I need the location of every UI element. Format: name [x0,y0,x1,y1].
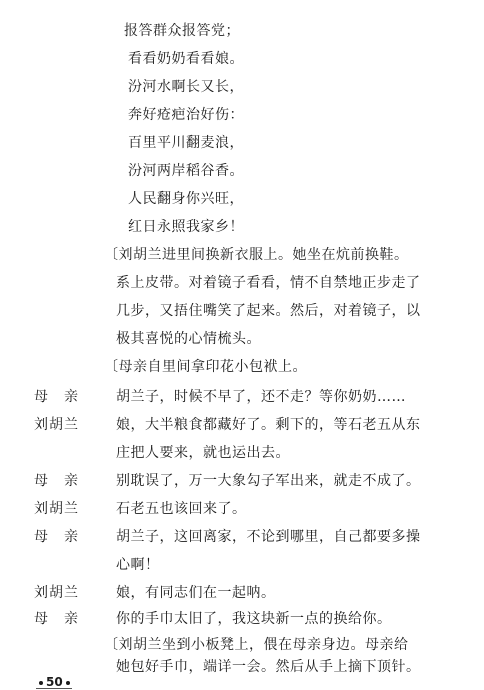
page-number [36,676,73,688]
speaker-mother: 母 亲 [34,611,79,627]
dialogue-line: 别耽误了，万一大象勾子军出来，就走不成了。 [116,473,421,489]
speaker-liu-hulan: 刘胡兰 [34,501,79,517]
poem-line-1: 报答群众报答党； [124,23,240,39]
poem-line-3: 汾河水啊长又长， [128,79,244,95]
bottom-rule [36,688,72,689]
dialogue-line: 你的手巾太旧了，我这块新一点的换给你。 [116,611,392,627]
dialogue-line: 心啊！ [116,557,160,573]
stage-direction-1-line-3: 几步，又捂住嘴笑了起来。然后，对着镜子，以 [116,303,421,319]
stage-direction-3-line-2: 她包好手巾，端详一会。然后从手上摘下顶针。 [116,659,421,675]
page-number-value: 50 [46,675,63,689]
speaker-mother: 母 亲 [34,473,79,489]
dialogue-line: 石老五也该回来了。 [116,501,247,517]
stage-direction-1-line-1: 〔刘胡兰进里间换新衣服上。她坐在炕前换鞋。 [104,247,409,263]
poem-line-8: 红日永照我家乡！ [128,219,244,235]
speaker-liu-hulan: 刘胡兰 [34,585,79,601]
poem-line-5: 百里平川翻麦浪， [128,135,244,151]
dialogue-line: 娘，大半粮食都藏好了。剩下的，等石老五从东 [116,417,421,433]
dialogue-line: 庄把人要来，就也运出去。 [116,445,290,461]
speaker-mother: 母 亲 [34,389,79,405]
stage-direction-1-line-4: 极其喜悦的心情梳头。 [116,331,261,347]
dialogue-line: 胡兰子，这回离家，不论到哪里，自己都要多操 [116,529,421,545]
dot-right [66,681,70,685]
dialogue-line: 胡兰子，时候不早了，还不走？等你奶奶…… [116,389,406,405]
dialogue-line: 娘，有同志们在一起呐。 [116,585,276,601]
poem-line-4: 奔好疮疤治好伤： [128,107,244,123]
speaker-liu-hulan: 刘胡兰 [34,417,79,433]
stage-direction-1-line-2: 系上皮带。对着镜子看看，情不自禁地正步走了 [116,275,421,291]
poem-line-6: 汾河两岸稻谷香。 [128,163,244,179]
stage-direction-2: 〔母亲自里间拿印花小包袱上。 [104,359,307,375]
speaker-mother: 母 亲 [34,529,79,545]
dot-left [39,681,43,685]
poem-line-2: 看看奶奶看看娘。 [128,51,244,67]
stage-direction-3-line-1: 〔刘胡兰坐到小板凳上，偎在母亲身边。母亲给 [104,637,409,653]
poem-line-7: 人民翻身你兴旺， [128,191,244,207]
